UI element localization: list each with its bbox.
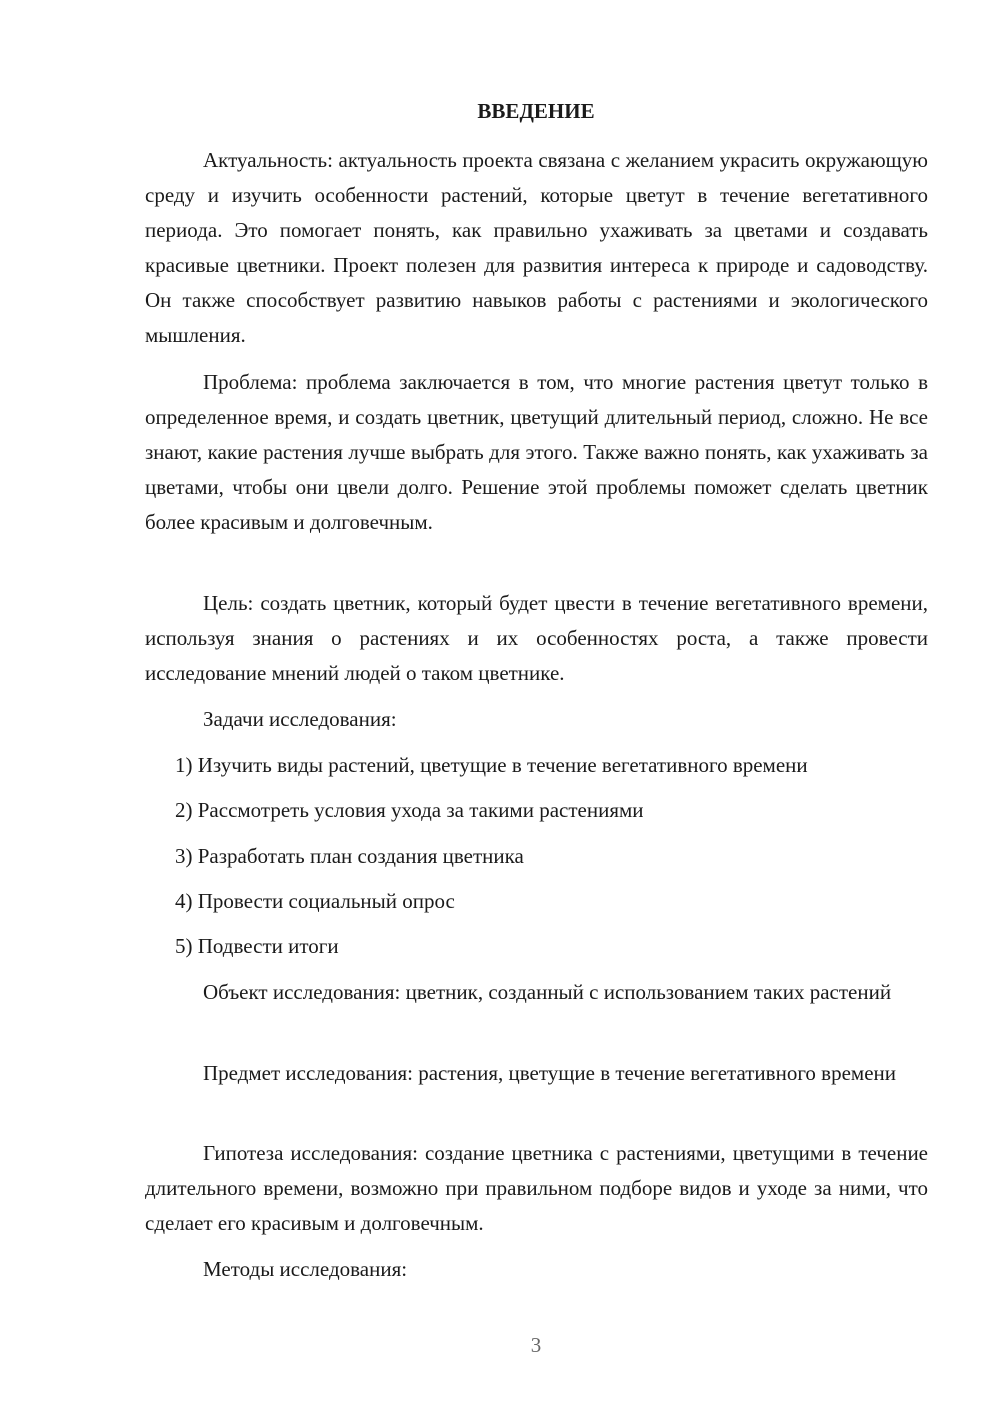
list-item: 5) Подвести итоги [175,934,339,958]
tasks-heading: Задачи исследования: [203,707,397,731]
list-item: 4) Провести социальный опрос [175,889,455,913]
list-item: 2) Рассмотреть условия ухода за такими растениями [175,798,644,822]
relevance-paragraph: Актуальность: актуальность проекта связана с желанием украсить окружающую среду и изучить особенности растений, которые цветут в течение вегетативного периода. Это помогает понять, как правильно ухаживать за цветами и создавать красивые цветники. Проект полезен для развития интереса к природе и садоводству. Он также способствует развитию навыков работы с растениями и экологического мышления. [145,148,928,347]
goal-paragraph: Цель: создать цветник, который будет цвести в течение вегетативного времени, используя знания о растениях и их особенностях роста, а также провести исследование мнений людей о таком цветнике. [145,591,928,685]
list-item: 1) Изучить виды растений, цветущие в течение вегетативного времени [175,753,808,777]
section-heading: ВВЕДЕНИЕ [477,99,595,123]
page-number: 3 [530,1333,542,1357]
problem-paragraph: Проблема: проблема заключается в том, что многие растения цветут только в определенное время, и создать цветник, цветущий длительный период, сложно. Не все знают, какие растения лучше выбрать для этого. Также важно понять, как ухаживать за цветами, чтобы они цвели долго. Решение этой проблемы поможет сделать цветник более красивым и долговечным. [145,370,928,534]
subject-paragraph: Предмет исследования: растения, цветущие в течение вегетативного времени [203,1061,896,1085]
hypothesis-paragraph: Гипотеза исследования: создание цветника с растениями, цветущими в течение длительного времени, возможно при правильном подборе видов и уходе за ними, что сделает его красивым и долговечным. [145,1141,928,1235]
object-paragraph: Объект исследования: цветник, созданный с использованием таких растений [203,980,892,1004]
list-item: 3) Разработать план создания цветника [175,844,524,868]
methods-heading: Методы исследования: [203,1257,408,1281]
